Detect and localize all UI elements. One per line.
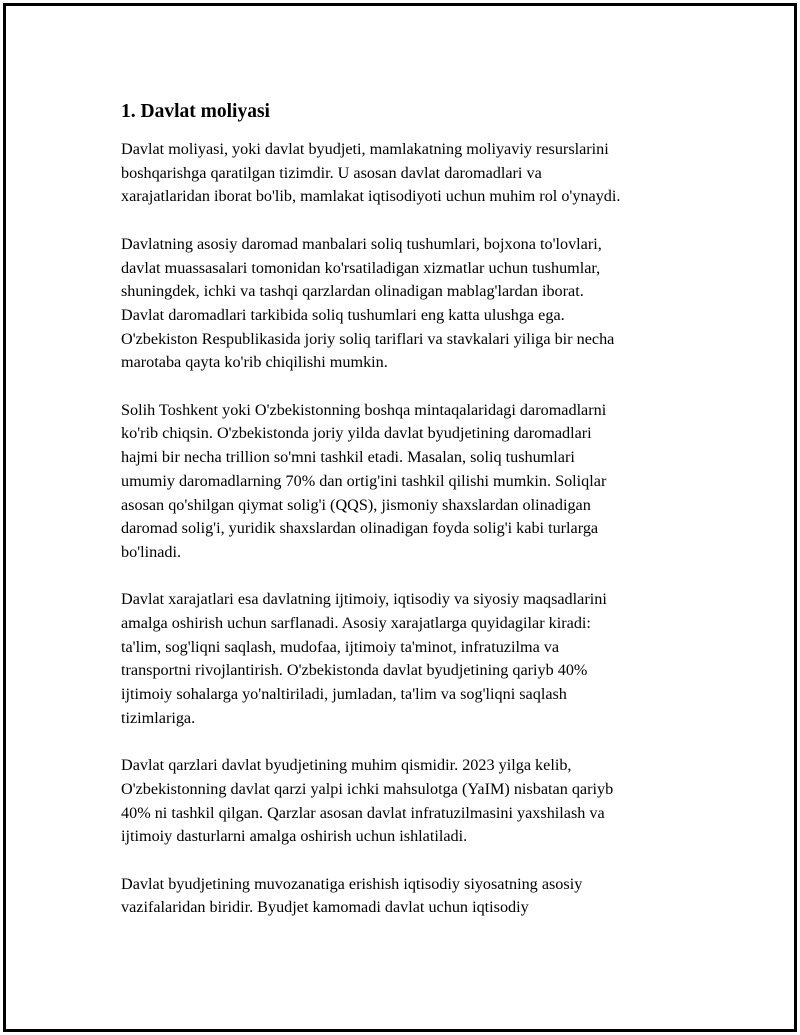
- document-body: [121, 98, 701, 944]
- text-line: daromad solig'i, yuridik shaxslardan olinadigan foyda solig'i kabi turlarga: [121, 519, 599, 538]
- text-line: asosan qo'shilgan qiymat solig'i (QQS), jismoniy shaxslardan olinadigan: [121, 495, 591, 514]
- text-line: O'zbekistonning davlat qarzi yalpi ichki mahsulotga (YaIM) nisbatan qariyb: [121, 779, 614, 798]
- text-line: bo'linadi.: [121, 542, 182, 561]
- text-line: hajmi bir necha trillion so'mni tashkil etadi. Masalan, soliq tushumlari: [121, 448, 575, 467]
- text-line: boshqarishga qaratilgan tizimdir. U asosan davlat daromadlari va: [121, 163, 542, 182]
- text-line: ko'rib chiqsin. O'zbekistonda joriy yilda davlat byudjetining daromadlari: [121, 424, 592, 443]
- text-line: tizimlariga.: [121, 708, 196, 727]
- text-line: Davlat byudjetining muvozanatiga erishish iqtisodiy siyosatning asosiy: [121, 874, 583, 893]
- text-line: O'zbekiston Respublikasida joriy soliq tariflari va stavkalari yiliga bir necha: [121, 329, 615, 348]
- paragraph-5: [121, 754, 701, 849]
- text-line: ta'lim, sog'liqni saqlash, mudofaa, ijtimoiy ta'minot, infratuzilma va: [121, 637, 560, 656]
- text-line: shuningdek, ichki va tashqi qarzlardan olinadigan mablag'lardan iborat.: [121, 282, 584, 301]
- text-line: transportni rivojlantirish. O'zbekistonda davlat byudjetining qariyb 40%: [121, 661, 588, 680]
- text-line: 40% ni tashkil qilgan. Qarzlar asosan davlat infratuzilmasini yaxshilash va: [121, 803, 605, 822]
- text-line: Solih Toshkent yoki O'zbekistonning boshqa mintaqalaridagi daromadlarni: [121, 400, 607, 419]
- text-line: umumiy daromadlarning 70% dan ortig'ini tashkil qilishi mumkin. Soliqlar: [121, 471, 607, 490]
- text-line: Davlatning asosiy daromad manbalari soliq tushumlari, bojxona to'lovlari,: [121, 234, 602, 253]
- text-line: vazifalaridan biridir. Byudjet kamomadi davlat uchun iqtisodiy: [121, 898, 529, 917]
- text-line: Davlat daromadlari tarkibida soliq tushumlari eng katta ulushga ega.: [121, 305, 565, 324]
- paragraph-3: [121, 399, 701, 565]
- paragraph-4: [121, 588, 701, 730]
- text-line: Davlat xarajatlari esa davlatning ijtimoiy, iqtisodiy va siyosiy maqsadlarini: [121, 590, 607, 609]
- paragraph-6: [121, 873, 701, 920]
- paragraph-2: [121, 233, 701, 375]
- text-line: amalga oshirish uchun sarflanadi. Asosiy xarajatlarga quyidagilar kiradi:: [121, 614, 591, 633]
- text-line: Davlat qarzlari davlat byudjetining muhim qismidir. 2023 yilga kelib,: [121, 756, 572, 775]
- page-frame: [3, 3, 797, 1032]
- text-line: xarajatlaridan iborat bo'lib, mamlakat iqtisodiyoti uchun muhim rol o'ynaydi.: [121, 187, 621, 206]
- text-line: ijtimoiy sohalarga yo'naltiriladi, jumladan, ta'lim va sog'liqni saqlash: [121, 685, 567, 704]
- section-heading: 1. Davlat moliyasi: [121, 101, 270, 122]
- text-line: marotaba qayta ko'rib chiqilishi mumkin.: [121, 353, 388, 372]
- text-line: davlat muassasalari tomonidan ko'rsatiladigan xizmatlar uchun tushumlar,: [121, 258, 601, 277]
- text-line: Davlat moliyasi, yoki davlat byudjeti, mamlakatning moliyaviy resurslarini: [121, 140, 609, 158]
- text-line: ijtimoiy dasturlarni amalga oshirish uchun ishlatiladi.: [121, 827, 468, 846]
- paragraph-1: [121, 138, 701, 209]
